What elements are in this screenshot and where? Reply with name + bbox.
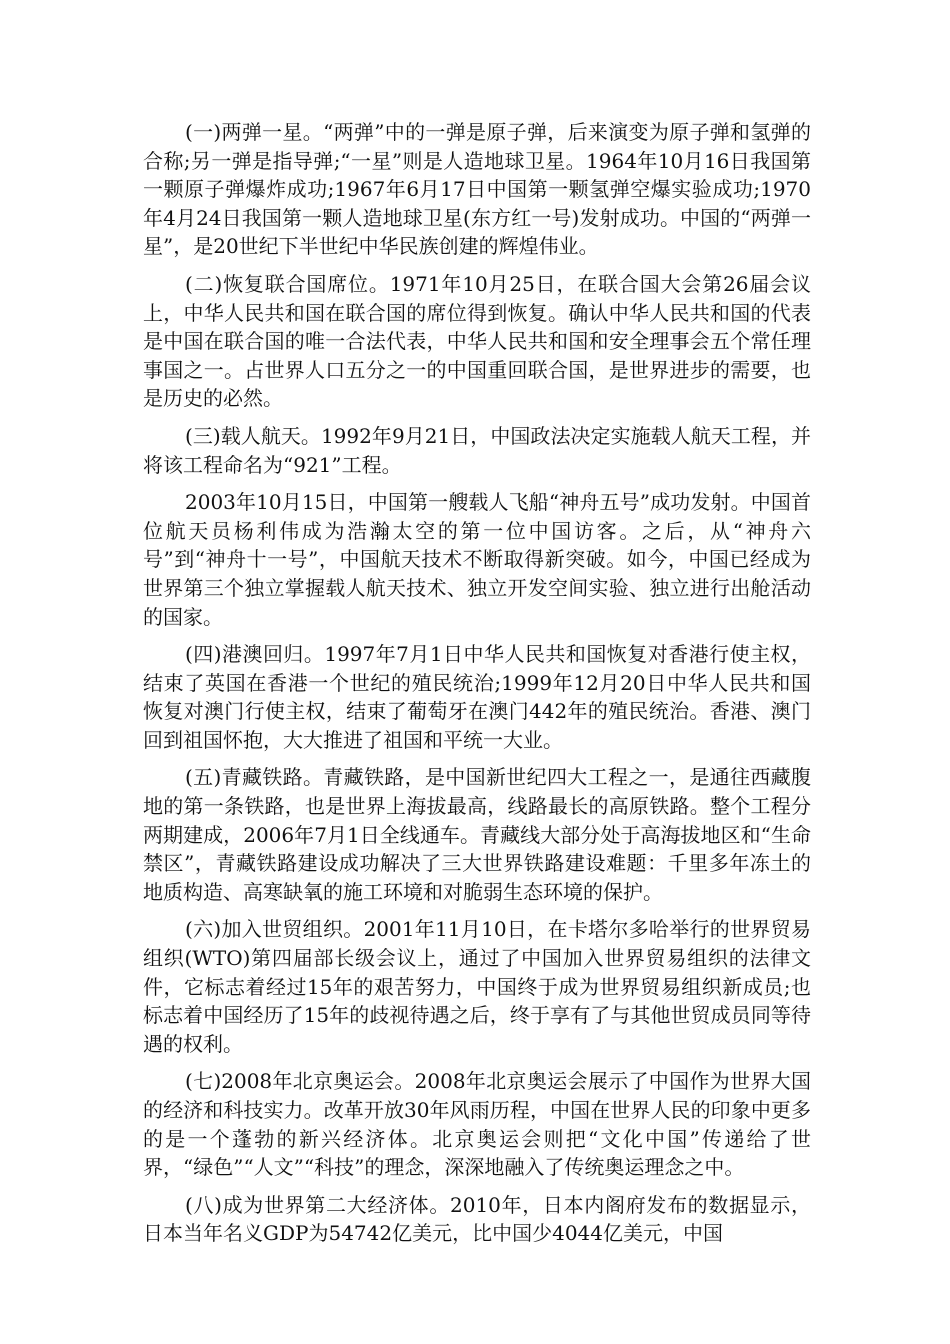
paragraph-un-seat: (二)恢复联合国席位。1971年10月25日，在联合国大会第26届会议上，中华人民共和国在联合国的席位得到恢复。确认中华人民共和国的代表是中国在联合国的唯一合法代表，中华人民共和国和安全理事会五个常任理事国之一。占世界人口五分之一的中国重回联合国，是世界进步的需要，也是历史的必然。 xyxy=(143,271,811,411)
paragraph-wto: (六)加入世贸组织。2001年11月10日，在卡塔尔多哈举行的世界贸易组织(WTO)第四届部长级会议上，通过了中国加入世界贸易组织的法律文件，它标志着经过15年的艰苦努力，中国终于成为世界贸易组织新成员;也标志着中国经历了15年的歧视待遇之后，终于享有了与其他世贸成员同等待遇的权利。 xyxy=(143,917,811,1056)
paragraph-second-largest-economy: (八)成为世界第二大经济体。2010年，日本内阁府发布的数据显示，日本当年名义GDP为54742亿美元，比中国少4044亿美元，中国 xyxy=(143,1192,811,1246)
paragraph-two-bombs-one-satellite: (一)两弹一星。“两弹”中的一弹是原子弹，后来演变为原子弹和氢弹的合称;另一弹是指导弹;“一星”则是人造地球卫星。1964年10月16日我国第一颗原子弹爆炸成功;1967年6月17日中国第一颗氢弹空爆实验成功;1970年4月24日我国第一颗人造地球卫星(东方红一号)发射成功。中国的“两弹一星”，是20世纪下半世纪中华民族创建的辉煌伟业。 xyxy=(143,120,811,259)
document-body xyxy=(143,118,811,1257)
paragraph-shenzhou: 2003年10月15日，中国第一艘载人飞船“神舟五号”成功发射。中国首位航天员杨利伟成为浩瀚太空的第一位中国访客。之后，从“神舟六号”到“神舟十一号”，中国航天技术不断取得新突破。如今，中国已经成为世界第三个独立掌握载人航天技术、独立开发空间实验、独立进行出舱活动的国家。 xyxy=(143,490,811,629)
paragraph-manned-spaceflight: (三)载人航天。1992年9月21日，中国政法决定实施载人航天工程，并将该工程命名为“921”工程。 xyxy=(143,423,811,477)
paragraph-qinghai-tibet-railway: (五)青藏铁路。青藏铁路，是中国新世纪四大工程之一，是通往西藏腹地的第一条铁路，也是世界上海拔最高，线路最长的高原铁路。整个工程分两期建成，2006年7月1日全线通车。青藏线大部分处于高海拔地区和“生命禁区”，青藏铁路建设成功解决了三大世界铁路建设难题：千里多年冻土的地质构造、高寒缺氧的施工环境和对脆弱生态环境的保护。 xyxy=(143,765,811,904)
paragraph-hk-macau-return: (四)港澳回归。1997年7月1日中华人民共和国恢复对香港行使主权，结束了英国在香港一个世纪的殖民统治;1999年12月20日中华人民共和国恢复对澳门行使主权，结束了葡萄牙在澳门442年的殖民统治。香港、澳门回到祖国怀抱，大大推进了祖国和平统一大业。 xyxy=(143,642,811,752)
paragraph-beijing-olympics: (七)2008年北京奥运会。2008年北京奥运会展示了中国作为世界大国的经济和科技实力。改革开放30年风雨历程，中国在世界人民的印象中更多的是一个蓬勃的新兴经济体。北京奥运会则把“文化中国”传递给了世界，“绿色”“人文”“科技”的理念，深深地融入了传统奥运理念之中。 xyxy=(143,1069,811,1180)
